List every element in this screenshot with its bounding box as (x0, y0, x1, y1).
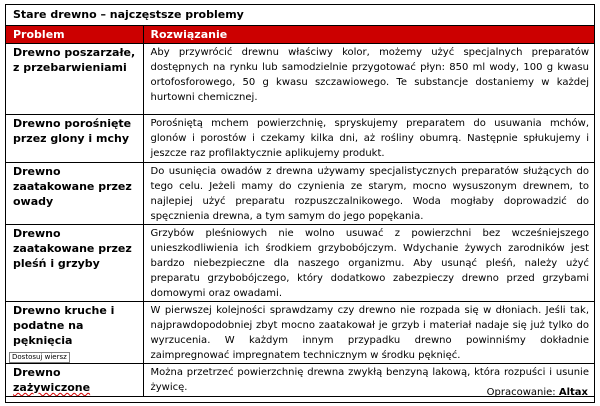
adjust-row-tooltip[interactable]: Dostosuj wiersz (9, 352, 70, 363)
problems-table-sheet (5, 4, 595, 403)
problem-cell (6, 364, 143, 397)
table-row (6, 225, 594, 302)
solution-cell: Aby przywrócić drewnu właściwy kolor, możemy użyć specjalnych preparatów dostępnych na rynku lub samodzielnie przygotować płyn: 850 ml wody, 100 g kwasu ortofosforowego, 50 g kwasu szczawiowego. Te substancje dostaniemy w każdej hurtowni chemicznej. (143, 44, 594, 115)
table-row (6, 115, 594, 163)
problem-cell (6, 302, 143, 364)
solution-cell: Do usunięcia owadów z drewna używamy specjalistycznych preparatów służących do tego celu. Jeżeli mamy do czynienia ze starym, mocno wysuszonym drewnem, to najlepiej użyć preparatu rozpuszczalnikowego. Woda mogłaby doprowadzić do spęcznienia drewna, a tym samym do jego popękania. (143, 163, 594, 225)
header-solution: Rozwiązanie (143, 26, 594, 44)
problems-table (6, 25, 594, 397)
solution-cell: Można przetrzeć powierzchnię drewna zwykłą benzyną lakową, która rozpuści i usunie żywicę. (143, 364, 594, 397)
problem-text: Drewno kruche i podatne na pęknięcia (13, 304, 115, 347)
problem-cell: Drewno zaatakowane przez pleśń i grzyby (6, 225, 143, 302)
credits-author: Altax (558, 387, 588, 398)
table-header-row (6, 26, 594, 44)
problem-text-start: Drewno (13, 366, 61, 379)
table-row (6, 44, 594, 115)
page-title: Stare drewno – najczęstsze problemy (6, 5, 594, 26)
credits-label: Opracowanie: (486, 387, 556, 398)
problem-cell: Drewno porośnięte przez glony i mchy (6, 115, 143, 163)
problem-cell: Drewno zaatakowane przez owady (6, 163, 143, 225)
problem-cell: Drewno poszarzałe, z przebarwieniami (6, 44, 143, 115)
table-row (6, 163, 594, 225)
solution-cell: W pierwszej kolejności sprawdzamy czy drewno nie rozpada się w dłoniach. Jeśli tak, najprawdopodobniej zbyt mocno zaatakował je grzyb i materiał nadaje się już tylko do wyrzucenia. W każdym innym przypadku drewno powinniśmy dokładnie zaimpregnować impregnatem technicznym w środku pęknięć. (143, 302, 594, 364)
solution-cell: Porośniętą mchem powierzchnię, spryskujemy preparatem do usuwania mchów, glonów i porostów i czekamy kilka dni, aż rośliny obumrą. Następnie spłukujemy i jeszcze raz profilaktycznie aplikujemy produkt. (143, 115, 594, 163)
header-problem: Problem (6, 26, 143, 44)
solution-cell: Grzybów pleśniowych nie wolno usuwać z powierzchni bez wcześniejszego unieszkodliwienia ich środkiem grzybobójczym. Wdychanie żywych zarodników jest bardzo niebezpieczne dla naszego organizmu. Aby usunąć pleśń, należy użyć preparatu grzybobójczego, który dodatkowo zabezpieczy drewno przed grzybami domowymi oraz owadami. (143, 225, 594, 302)
credits-footer (487, 387, 588, 398)
spellcheck-marked-word: zażywiczone (13, 381, 91, 394)
table-row (6, 302, 594, 364)
